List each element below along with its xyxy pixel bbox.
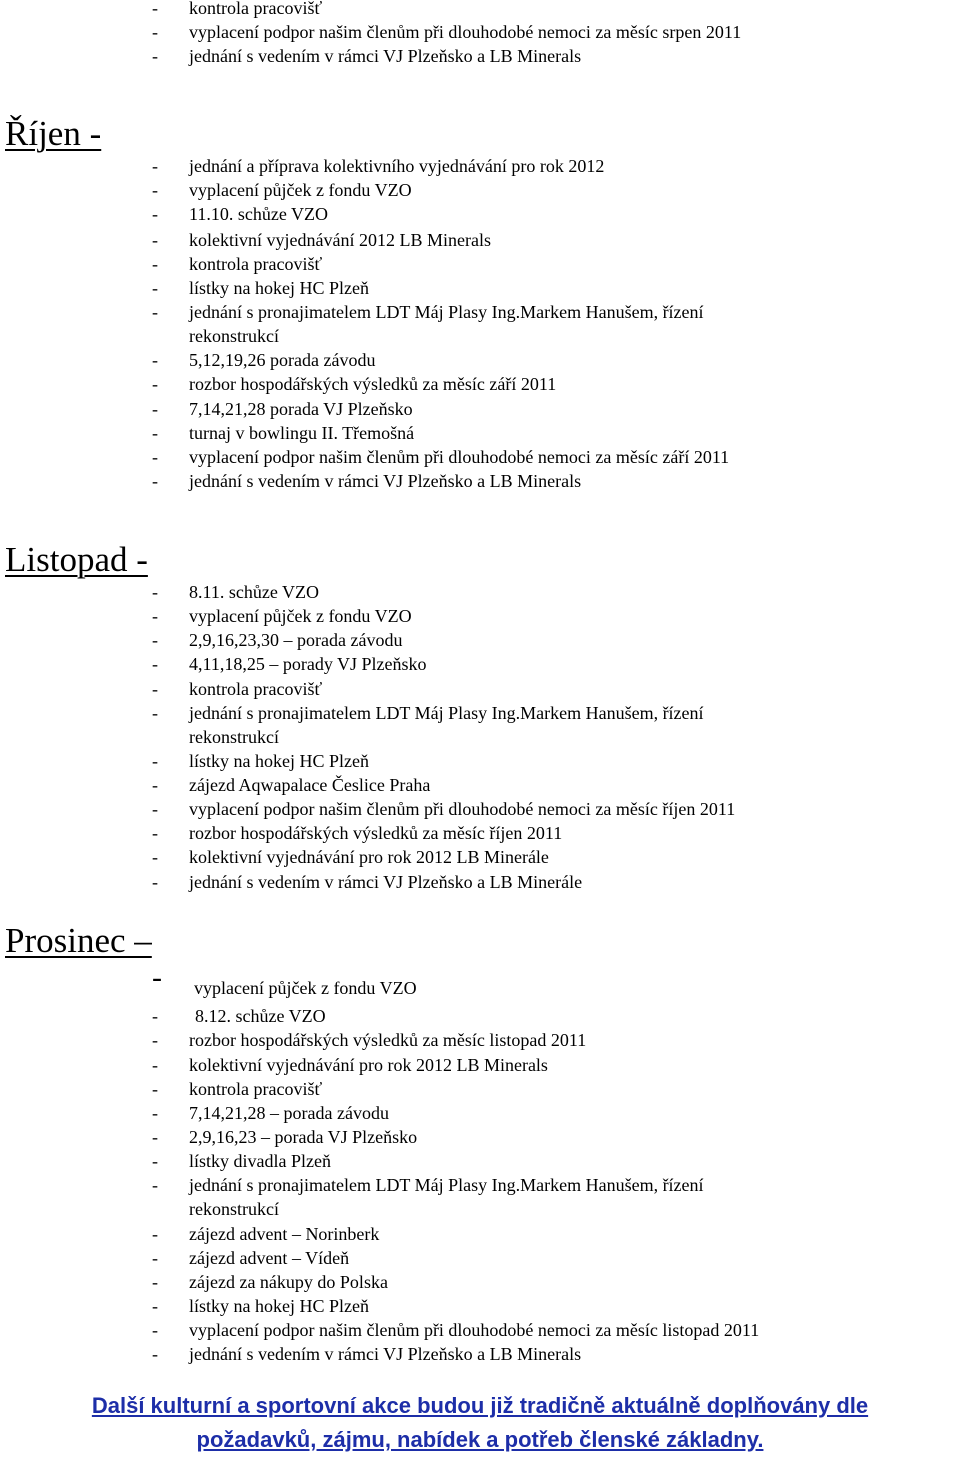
list-item-text: vyplacení podpor našim členům při dlouhodobé nemoci za měsíc srpen 2011 xyxy=(189,22,742,42)
list-dash: - xyxy=(152,350,158,370)
list-item-text: zájezd advent – Vídeň xyxy=(189,1248,350,1268)
footer-note-line-1: Další kulturní a sportovní akce budou již tradičně aktuálně doplňovány dle xyxy=(91,1393,869,1418)
list-dash: - xyxy=(152,1127,158,1147)
list-dash: - xyxy=(152,1320,158,1340)
list-item-text: vyplacení půjček z fondu VZO xyxy=(189,180,412,200)
footer-note-line-2: požadavků, zájmu, nabídek a potřeb členské základny. xyxy=(196,1427,764,1452)
list-item-text: 2,9,16,23,30 – porada závodu xyxy=(189,630,403,650)
list-dash: - xyxy=(152,204,158,224)
list-item-text: vyplacení půjček z fondu VZO xyxy=(194,978,417,998)
list-item-text: jednání s pronajimatelem LDT Máj Plasy Ing.Markem Hanušem, řízení xyxy=(189,302,704,322)
list-dash: - xyxy=(152,654,158,674)
list-item-text: zájezd advent – Norinberk xyxy=(189,1224,380,1244)
list-item-text: jednání s pronajimatelem LDT Máj Plasy Ing.Markem Hanušem, řízení xyxy=(189,703,704,723)
list-item-text: kolektivní vyjednávání pro rok 2012 LB Minerále xyxy=(189,847,549,867)
list-item-text: jednání s vedením v rámci VJ Plzeňsko a LB Minerals xyxy=(189,471,582,491)
list-dash: - xyxy=(152,1296,158,1316)
month-heading-prosinec: Prosinec – xyxy=(5,921,152,960)
list-item-text: 4,11,18,25 – porady VJ Plzeňsko xyxy=(189,654,427,674)
list-item-text: zájezd za nákupy do Polska xyxy=(189,1272,388,1292)
list-dash: - xyxy=(152,847,158,867)
list-dash: - xyxy=(152,46,158,66)
list-item-text: lístky na hokej HC Plzeň xyxy=(189,1296,369,1316)
list-item-text: 7,14,21,28 – porada závodu xyxy=(189,1103,389,1123)
list-item-text: vyplacení podpor našim členům při dlouhodobé nemoci za měsíc listopad 2011 xyxy=(189,1320,760,1340)
list-item-text: 11.10. schůze VZO xyxy=(189,204,328,224)
list-item-text: rozbor hospodářských výsledků za měsíc listopad 2011 xyxy=(189,1030,587,1050)
list-dash: - xyxy=(152,22,158,42)
list-dash: - xyxy=(152,0,158,18)
list-item-continuation: rekonstrukcí xyxy=(189,326,279,346)
list-item-text: jednání s pronajimatelem LDT Máj Plasy Ing.Markem Hanušem, řízení xyxy=(189,1175,704,1195)
list-item-text: 2,9,16,23 – porada VJ Plzeňsko xyxy=(189,1127,418,1147)
list-dash: - xyxy=(152,156,158,176)
list-item-text: 8.12. schůze VZO xyxy=(195,1006,326,1026)
list-item-text: lístky divadla Plzeň xyxy=(189,1151,331,1171)
list-item-text: rozbor hospodářských výsledků za měsíc říjen 2011 xyxy=(189,823,563,843)
list-dash: - xyxy=(152,471,158,491)
list-item-text: rozbor hospodářských výsledků za měsíc září 2011 xyxy=(189,374,557,394)
list-item-text: kontrola pracovišť xyxy=(189,254,323,274)
list-item-text: kontrola pracovišť xyxy=(189,1079,323,1099)
list-dash: - xyxy=(152,1079,158,1099)
list-item-continuation: rekonstrukcí xyxy=(189,1199,279,1219)
list-dash: - xyxy=(152,1344,158,1364)
list-dash: - xyxy=(152,1103,158,1123)
list-item-text: 5,12,19,26 porada závodu xyxy=(189,350,376,370)
list-dash: - xyxy=(152,230,158,250)
list-dash: - xyxy=(152,799,158,819)
list-item-text: lístky na hokej HC Plzeň xyxy=(189,751,369,771)
list-dash: - xyxy=(152,278,158,298)
list-item-text: zájezd Aqwapalace Česlice Praha xyxy=(189,775,431,795)
list-dash: - xyxy=(152,1272,158,1292)
list-dash: - xyxy=(152,961,162,994)
list-dash: - xyxy=(152,582,158,602)
list-item-text: lístky na hokej HC Plzeň xyxy=(189,278,369,298)
list-dash: - xyxy=(152,703,158,723)
list-item-continuation: rekonstrukcí xyxy=(189,727,279,747)
list-item-text: jednání a příprava kolektivního vyjednávání pro rok 2012 xyxy=(189,156,605,176)
month-heading-rijen: Říjen - xyxy=(5,114,102,153)
list-item-text: vyplacení půjček z fondu VZO xyxy=(189,606,412,626)
list-dash: - xyxy=(152,1248,158,1268)
list-dash: - xyxy=(152,254,158,274)
list-item-text: 8.11. schůze VZO xyxy=(189,582,319,602)
list-dash: - xyxy=(152,630,158,650)
list-item-text: kolektivní vyjednávání 2012 LB Minerals xyxy=(189,230,491,250)
list-dash: - xyxy=(152,302,158,322)
list-item-text: kolektivní vyjednávání pro rok 2012 LB Minerals xyxy=(189,1055,548,1075)
list-item-text: vyplacení podpor našim členům při dlouhodobé nemoci za měsíc září 2011 xyxy=(189,447,730,467)
list-item-text: jednání s vedením v rámci VJ Plzeňsko a LB Minerále xyxy=(189,872,583,892)
list-item-text: kontrola pracovišť xyxy=(189,0,323,18)
month-heading-listopad: Listopad - xyxy=(5,540,148,579)
list-dash: - xyxy=(152,374,158,394)
list-dash: - xyxy=(152,1175,158,1195)
list-dash: - xyxy=(152,1030,158,1050)
list-item-text: turnaj v bowlingu II. Třemošná xyxy=(189,423,415,443)
list-item-text: 7,14,21,28 porada VJ Plzeňsko xyxy=(189,399,413,419)
list-dash: - xyxy=(152,775,158,795)
list-dash: - xyxy=(152,872,158,892)
list-dash: - xyxy=(152,399,158,419)
list-dash: - xyxy=(152,679,158,699)
list-dash: - xyxy=(152,1055,158,1075)
list-dash: - xyxy=(152,1151,158,1171)
list-dash: - xyxy=(152,1006,158,1026)
list-dash: - xyxy=(152,606,158,626)
list-dash: - xyxy=(152,180,158,200)
list-dash: - xyxy=(152,823,158,843)
list-item-text: kontrola pracovišť xyxy=(189,679,323,699)
list-item-text: jednání s vedením v rámci VJ Plzeňsko a LB Minerals xyxy=(189,1344,582,1364)
list-dash: - xyxy=(152,447,158,467)
list-item-text: jednání s vedením v rámci VJ Plzeňsko a LB Minerals xyxy=(189,46,582,66)
list-dash: - xyxy=(152,1224,158,1244)
list-item-text: vyplacení podpor našim členům při dlouhodobé nemoci za měsíc říjen 2011 xyxy=(189,799,736,819)
list-dash: - xyxy=(152,423,158,443)
list-dash: - xyxy=(152,751,158,771)
